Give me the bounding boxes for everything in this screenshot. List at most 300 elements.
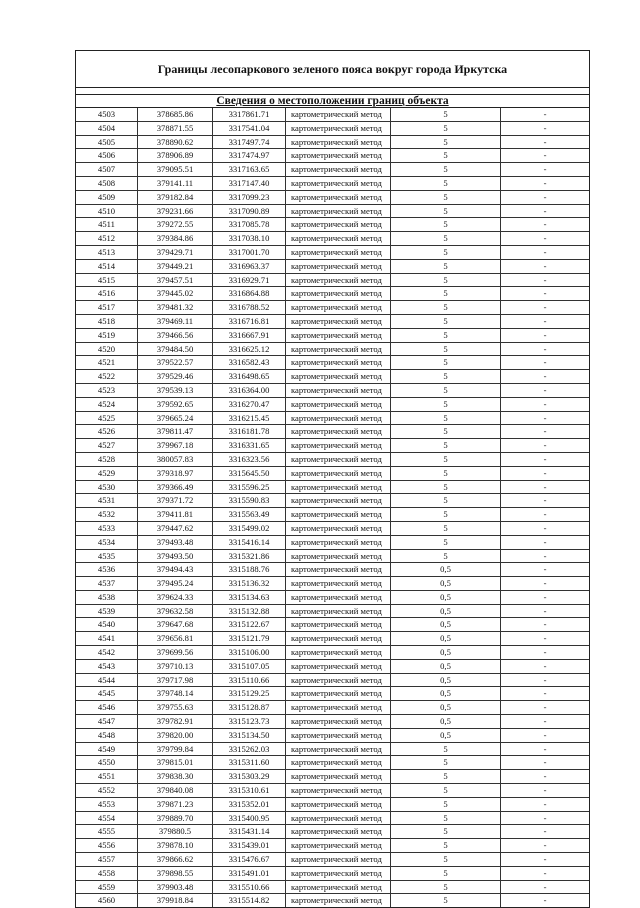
accuracy-cell: 5 <box>391 881 501 894</box>
note-cell: - <box>543 233 547 244</box>
note-cell: - <box>543 164 547 175</box>
x-coordinate-cell: 379782.91 <box>138 715 213 728</box>
table-row <box>76 481 589 495</box>
point-number-cell: 4511 <box>76 218 138 231</box>
method-cell: картометрический метод <box>286 494 391 507</box>
table-row <box>76 743 589 757</box>
method-cell: картометрический метод <box>286 384 391 397</box>
table-row <box>76 467 589 481</box>
x-coordinate-cell: 379522.57 <box>138 356 213 369</box>
method-cell: картометрический метод <box>286 687 391 700</box>
y-coordinate-cell: 3315645.50 <box>213 467 286 480</box>
table-row <box>76 246 589 260</box>
method-cell: картометрический метод <box>286 356 391 369</box>
point-number-cell: 4543 <box>76 660 138 673</box>
method-cell: картометрический метод <box>286 812 391 825</box>
accuracy-cell: 5 <box>391 343 501 356</box>
y-coordinate-cell: 3315491.01 <box>213 867 286 880</box>
point-number-cell: 4541 <box>76 632 138 645</box>
y-coordinate-cell: 3315563.49 <box>213 508 286 521</box>
x-coordinate-cell: 379665.24 <box>138 412 213 425</box>
note-cell: - <box>543 550 547 561</box>
accuracy-cell: 5 <box>391 191 501 204</box>
method-cell: картометрический метод <box>286 646 391 659</box>
accuracy-cell: 5 <box>391 260 501 273</box>
table-row <box>76 798 589 812</box>
accuracy-cell: 5 <box>391 356 501 369</box>
method-cell: картометрический метод <box>286 508 391 521</box>
y-coordinate-cell: 3316582.43 <box>213 356 286 369</box>
x-coordinate-cell: 379918.84 <box>138 894 213 907</box>
accuracy-cell: 5 <box>391 494 501 507</box>
method-cell: картометрический метод <box>286 550 391 563</box>
x-coordinate-cell: 379495.24 <box>138 577 213 590</box>
x-coordinate-cell: 378685.86 <box>138 108 213 121</box>
x-coordinate-cell: 379371.72 <box>138 494 213 507</box>
accuracy-cell: 5 <box>391 315 501 328</box>
note-cell: - <box>543 136 547 147</box>
y-coordinate-cell: 3316270.47 <box>213 398 286 411</box>
y-coordinate-cell: 3315134.50 <box>213 729 286 742</box>
x-coordinate-cell: 379529.46 <box>138 370 213 383</box>
x-coordinate-cell: 379182.84 <box>138 191 213 204</box>
y-coordinate-cell: 3315128.87 <box>213 701 286 714</box>
y-coordinate-cell: 3317497.74 <box>213 136 286 149</box>
table-row <box>76 398 589 412</box>
method-cell: картометрический метод <box>286 412 391 425</box>
note-cell: - <box>543 702 547 713</box>
method-cell: картометрический метод <box>286 798 391 811</box>
table-body <box>76 108 589 907</box>
x-coordinate-cell: 379494.43 <box>138 563 213 576</box>
method-cell: картометрический метод <box>286 577 391 590</box>
point-number-cell: 4515 <box>76 274 138 287</box>
x-coordinate-cell: 379539.13 <box>138 384 213 397</box>
y-coordinate-cell: 3315122.67 <box>213 618 286 631</box>
y-coordinate-cell: 3317001.70 <box>213 246 286 259</box>
accuracy-cell: 5 <box>391 177 501 190</box>
accuracy-cell: 0,5 <box>391 701 501 714</box>
table-row <box>76 825 589 839</box>
point-number-cell: 4510 <box>76 205 138 218</box>
point-number-cell: 4556 <box>76 839 138 852</box>
note-cell: - <box>543 660 547 671</box>
x-coordinate-cell: 379889.70 <box>138 812 213 825</box>
y-coordinate-cell: 3315110.66 <box>213 674 286 687</box>
document-title: Границы лесопаркового зеленого пояса вокруг города Иркутска <box>76 51 589 88</box>
table-row <box>76 232 589 246</box>
method-cell: картометрический метод <box>286 122 391 135</box>
note-cell: - <box>543 812 547 823</box>
method-cell: картометрический метод <box>286 191 391 204</box>
table-row <box>76 191 589 205</box>
x-coordinate-cell: 379484.50 <box>138 343 213 356</box>
accuracy-cell: 5 <box>391 839 501 852</box>
y-coordinate-cell: 3315431.14 <box>213 825 286 838</box>
y-coordinate-cell: 3315134.63 <box>213 591 286 604</box>
y-coordinate-cell: 3316788.52 <box>213 301 286 314</box>
table-row <box>76 715 589 729</box>
y-coordinate-cell: 3316963.37 <box>213 260 286 273</box>
note-cell: - <box>543 509 547 520</box>
y-coordinate-cell: 3315321.86 <box>213 550 286 563</box>
method-cell: картометрический метод <box>286 894 391 907</box>
x-coordinate-cell: 379449.21 <box>138 260 213 273</box>
accuracy-cell: 5 <box>391 398 501 411</box>
point-number-cell: 4537 <box>76 577 138 590</box>
table-row <box>76 453 589 467</box>
point-number-cell: 4507 <box>76 163 138 176</box>
table-row <box>76 425 589 439</box>
accuracy-cell: 0,5 <box>391 563 501 576</box>
method-cell: картометрический метод <box>286 618 391 631</box>
note-cell: - <box>543 357 547 368</box>
x-coordinate-cell: 379647.68 <box>138 618 213 631</box>
point-number-cell: 4545 <box>76 687 138 700</box>
method-cell: картометрический метод <box>286 660 391 673</box>
x-coordinate-cell: 379447.62 <box>138 522 213 535</box>
method-cell: картометрический метод <box>286 177 391 190</box>
x-coordinate-cell: 379231.66 <box>138 205 213 218</box>
method-cell: картометрический метод <box>286 246 391 259</box>
table-row <box>76 632 589 646</box>
y-coordinate-cell: 3317090.89 <box>213 205 286 218</box>
y-coordinate-cell: 3316625.12 <box>213 343 286 356</box>
x-coordinate-cell: 379748.14 <box>138 687 213 700</box>
x-coordinate-cell: 379592.65 <box>138 398 213 411</box>
x-coordinate-cell: 379632.58 <box>138 605 213 618</box>
method-cell: картометрический метод <box>286 453 391 466</box>
note-cell: - <box>543 467 547 478</box>
y-coordinate-cell: 3316864.88 <box>213 287 286 300</box>
y-coordinate-cell: 3317085.78 <box>213 218 286 231</box>
accuracy-cell: 5 <box>391 108 501 121</box>
point-number-cell: 4518 <box>76 315 138 328</box>
table-row <box>76 384 589 398</box>
accuracy-cell: 5 <box>391 853 501 866</box>
x-coordinate-cell: 379095.51 <box>138 163 213 176</box>
point-number-cell: 4522 <box>76 370 138 383</box>
note-cell: - <box>543 122 547 133</box>
note-cell: - <box>543 729 547 740</box>
accuracy-cell: 5 <box>391 481 501 494</box>
accuracy-cell: 0,5 <box>391 632 501 645</box>
y-coordinate-cell: 3315310.61 <box>213 784 286 797</box>
x-coordinate-cell: 379880.5 <box>138 825 213 838</box>
note-cell: - <box>543 633 547 644</box>
y-coordinate-cell: 3317474.97 <box>213 149 286 162</box>
method-cell: картометрический метод <box>286 301 391 314</box>
accuracy-cell: 5 <box>391 246 501 259</box>
method-cell: картометрический метод <box>286 715 391 728</box>
method-cell: картометрический метод <box>286 287 391 300</box>
accuracy-cell: 5 <box>391 329 501 342</box>
table-row <box>76 867 589 881</box>
point-number-cell: 4539 <box>76 605 138 618</box>
point-number-cell: 4520 <box>76 343 138 356</box>
y-coordinate-cell: 3316929.71 <box>213 274 286 287</box>
method-cell: картометрический метод <box>286 770 391 783</box>
table-row <box>76 618 589 632</box>
accuracy-cell: 5 <box>391 384 501 397</box>
point-number-cell: 4560 <box>76 894 138 907</box>
x-coordinate-cell: 379878.10 <box>138 839 213 852</box>
y-coordinate-cell: 3316498.65 <box>213 370 286 383</box>
method-cell: картометрический метод <box>286 536 391 549</box>
method-cell: картометрический метод <box>286 467 391 480</box>
method-cell: картометрический метод <box>286 425 391 438</box>
note-cell: - <box>543 219 547 230</box>
point-number-cell: 4531 <box>76 494 138 507</box>
x-coordinate-cell: 379481.32 <box>138 301 213 314</box>
table-row <box>76 881 589 895</box>
note-cell: - <box>543 343 547 354</box>
point-number-cell: 4512 <box>76 232 138 245</box>
x-coordinate-cell: 379820.00 <box>138 729 213 742</box>
accuracy-cell: 5 <box>391 274 501 287</box>
x-coordinate-cell: 379493.50 <box>138 550 213 563</box>
point-number-cell: 4505 <box>76 136 138 149</box>
x-coordinate-cell: 379429.71 <box>138 246 213 259</box>
table-row <box>76 218 589 232</box>
point-number-cell: 4529 <box>76 467 138 480</box>
table-row <box>76 205 589 219</box>
x-coordinate-cell: 379755.63 <box>138 701 213 714</box>
note-cell: - <box>543 329 547 340</box>
point-number-cell: 4557 <box>76 853 138 866</box>
x-coordinate-cell: 378871.55 <box>138 122 213 135</box>
table-row <box>76 770 589 784</box>
y-coordinate-cell: 3315188.76 <box>213 563 286 576</box>
accuracy-cell: 5 <box>391 550 501 563</box>
point-number-cell: 4536 <box>76 563 138 576</box>
y-coordinate-cell: 3316181.78 <box>213 425 286 438</box>
note-cell: - <box>543 150 547 161</box>
note-cell: - <box>543 412 547 423</box>
method-cell: картометрический метод <box>286 315 391 328</box>
table-row <box>76 329 589 343</box>
method-cell: картометрический метод <box>286 370 391 383</box>
x-coordinate-cell: 379411.81 <box>138 508 213 521</box>
point-number-cell: 4508 <box>76 177 138 190</box>
note-cell: - <box>543 536 547 547</box>
method-cell: картометрический метод <box>286 605 391 618</box>
y-coordinate-cell: 3315499.02 <box>213 522 286 535</box>
table-row <box>76 605 589 619</box>
x-coordinate-cell: 379656.81 <box>138 632 213 645</box>
method-cell: картометрический метод <box>286 274 391 287</box>
table-row <box>76 522 589 536</box>
point-number-cell: 4533 <box>76 522 138 535</box>
accuracy-cell: 5 <box>391 301 501 314</box>
note-cell: - <box>543 605 547 616</box>
note-cell: - <box>543 426 547 437</box>
table-row <box>76 536 589 550</box>
table-row <box>76 729 589 743</box>
y-coordinate-cell: 3315262.03 <box>213 743 286 756</box>
point-number-cell: 4551 <box>76 770 138 783</box>
table-row <box>76 550 589 564</box>
method-cell: картометрический метод <box>286 853 391 866</box>
point-number-cell: 4513 <box>76 246 138 259</box>
y-coordinate-cell: 3316323.56 <box>213 453 286 466</box>
note-cell: - <box>543 771 547 782</box>
accuracy-cell: 0,5 <box>391 660 501 673</box>
accuracy-cell: 0,5 <box>391 687 501 700</box>
y-coordinate-cell: 3317163.65 <box>213 163 286 176</box>
y-coordinate-cell: 3317038.10 <box>213 232 286 245</box>
method-cell: картометрический метод <box>286 743 391 756</box>
method-cell: картометрический метод <box>286 839 391 852</box>
x-coordinate-cell: 379384.86 <box>138 232 213 245</box>
note-cell: - <box>543 854 547 865</box>
y-coordinate-cell: 3316716.81 <box>213 315 286 328</box>
accuracy-cell: 5 <box>391 798 501 811</box>
y-coordinate-cell: 3316331.65 <box>213 439 286 452</box>
point-number-cell: 4530 <box>76 481 138 494</box>
table-row <box>76 508 589 522</box>
table-row <box>76 301 589 315</box>
y-coordinate-cell: 3316215.45 <box>213 412 286 425</box>
note-cell: - <box>543 260 547 271</box>
point-number-cell: 4506 <box>76 149 138 162</box>
point-number-cell: 4503 <box>76 108 138 121</box>
method-cell: картометрический метод <box>286 205 391 218</box>
point-number-cell: 4554 <box>76 812 138 825</box>
point-number-cell: 4540 <box>76 618 138 631</box>
accuracy-cell: 5 <box>391 205 501 218</box>
table-row <box>76 287 589 301</box>
table-row <box>76 701 589 715</box>
note-cell: - <box>543 371 547 382</box>
x-coordinate-cell: 379903.48 <box>138 881 213 894</box>
point-number-cell: 4509 <box>76 191 138 204</box>
method-cell: картометрический метод <box>286 591 391 604</box>
accuracy-cell: 5 <box>391 825 501 838</box>
table-row <box>76 412 589 426</box>
method-cell: картометрический метод <box>286 329 391 342</box>
accuracy-cell: 0,5 <box>391 729 501 742</box>
table-row <box>76 812 589 826</box>
y-coordinate-cell: 3317541.04 <box>213 122 286 135</box>
method-cell: картометрический метод <box>286 701 391 714</box>
y-coordinate-cell: 3317099.23 <box>213 191 286 204</box>
point-number-cell: 4528 <box>76 453 138 466</box>
method-cell: картометрический метод <box>286 756 391 769</box>
table-row <box>76 756 589 770</box>
note-cell: - <box>543 647 547 658</box>
x-coordinate-cell: 379840.08 <box>138 784 213 797</box>
x-coordinate-cell: 378890.62 <box>138 136 213 149</box>
x-coordinate-cell: 379710.13 <box>138 660 213 673</box>
note-cell: - <box>543 177 547 188</box>
note-cell: - <box>543 315 547 326</box>
method-cell: картометрический метод <box>286 149 391 162</box>
accuracy-cell: 5 <box>391 508 501 521</box>
point-number-cell: 4525 <box>76 412 138 425</box>
note-cell: - <box>543 522 547 533</box>
y-coordinate-cell: 3315123.73 <box>213 715 286 728</box>
accuracy-cell: 5 <box>391 453 501 466</box>
note-cell: - <box>543 895 547 906</box>
accuracy-cell: 5 <box>391 867 501 880</box>
note-cell: - <box>543 109 547 119</box>
y-coordinate-cell: 3316364.00 <box>213 384 286 397</box>
point-number-cell: 4550 <box>76 756 138 769</box>
method-cell: картометрический метод <box>286 881 391 894</box>
note-cell: - <box>543 716 547 727</box>
accuracy-cell: 5 <box>391 439 501 452</box>
note-cell: - <box>543 674 547 685</box>
y-coordinate-cell: 3315590.83 <box>213 494 286 507</box>
method-cell: картометрический метод <box>286 563 391 576</box>
note-cell: - <box>543 826 547 837</box>
accuracy-cell: 5 <box>391 756 501 769</box>
method-cell: картометрический метод <box>286 163 391 176</box>
table-row <box>76 315 589 329</box>
x-coordinate-cell: 379815.01 <box>138 756 213 769</box>
note-cell: - <box>543 481 547 492</box>
table-row <box>76 136 589 150</box>
y-coordinate-cell: 3315132.88 <box>213 605 286 618</box>
x-coordinate-cell: 378906.89 <box>138 149 213 162</box>
table-row <box>76 177 589 191</box>
method-cell: картометрический метод <box>286 108 391 121</box>
x-coordinate-cell: 379366.49 <box>138 481 213 494</box>
note-cell: - <box>543 578 547 589</box>
x-coordinate-cell: 379624.33 <box>138 591 213 604</box>
x-coordinate-cell: 379493.48 <box>138 536 213 549</box>
x-coordinate-cell: 379699.56 <box>138 646 213 659</box>
x-coordinate-cell: 379445.02 <box>138 287 213 300</box>
method-cell: картометрический метод <box>286 343 391 356</box>
table-row <box>76 343 589 357</box>
table-row <box>76 122 589 136</box>
y-coordinate-cell: 3315129.25 <box>213 687 286 700</box>
note-cell: - <box>543 564 547 575</box>
table-row <box>76 591 589 605</box>
table-row <box>76 494 589 508</box>
table-row <box>76 577 589 591</box>
note-cell: - <box>543 867 547 878</box>
x-coordinate-cell: 379871.23 <box>138 798 213 811</box>
accuracy-cell: 5 <box>391 122 501 135</box>
point-number-cell: 4553 <box>76 798 138 811</box>
accuracy-cell: 5 <box>391 218 501 231</box>
point-number-cell: 4538 <box>76 591 138 604</box>
note-cell: - <box>543 798 547 809</box>
x-coordinate-cell: 379466.56 <box>138 329 213 342</box>
note-cell: - <box>543 881 547 892</box>
x-coordinate-cell: 379838.30 <box>138 770 213 783</box>
x-coordinate-cell: 379272.55 <box>138 218 213 231</box>
note-cell: - <box>543 246 547 257</box>
y-coordinate-cell: 3315514.82 <box>213 894 286 907</box>
y-coordinate-cell: 3315476.67 <box>213 853 286 866</box>
point-number-cell: 4542 <box>76 646 138 659</box>
x-coordinate-cell: 379318.97 <box>138 467 213 480</box>
method-cell: картометрический метод <box>286 218 391 231</box>
method-cell: картометрический метод <box>286 232 391 245</box>
point-number-cell: 4547 <box>76 715 138 728</box>
point-number-cell: 4526 <box>76 425 138 438</box>
method-cell: картометрический метод <box>286 522 391 535</box>
method-cell: картометрический метод <box>286 729 391 742</box>
point-number-cell: 4559 <box>76 881 138 894</box>
y-coordinate-cell: 3317147.40 <box>213 177 286 190</box>
note-cell: - <box>543 757 547 768</box>
method-cell: картометрический метод <box>286 260 391 273</box>
